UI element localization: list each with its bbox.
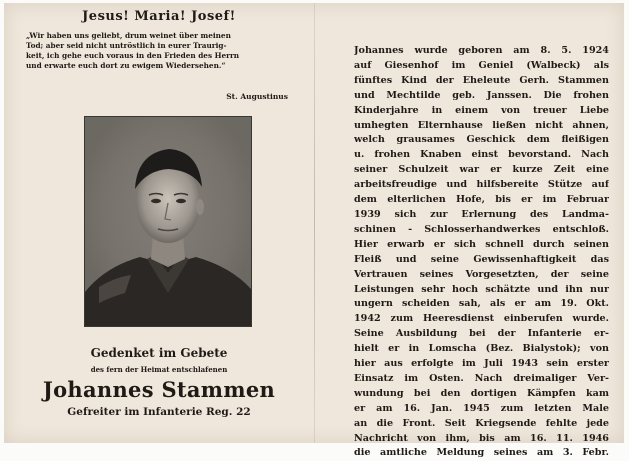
bio-line: Nachricht von ihm, bis am 16. 11. 1946 <box>354 432 609 444</box>
portrait-photo <box>84 116 252 327</box>
bio-line: auf Giesenhof im Geniel (Walbeck) als <box>354 59 609 71</box>
portrait-photo-icon <box>85 117 251 326</box>
biography-text <box>354 44 609 461</box>
bio-line: u. frohen Knaben einst bevorstand. Nach <box>354 149 609 161</box>
bio-line: umhegten Elternhause ließen nicht ahnen, <box>354 119 609 131</box>
military-rank: Gefreiter im Infanterie Reg. 22 <box>67 406 251 418</box>
bio-line: 1939 sich zur Erlernung des Landma- <box>354 208 609 220</box>
bio-line: Johannes wurde geboren am 8. 5. 1924 <box>354 45 609 56</box>
quote-line: Tod; aber seid nicht untröstlich in eurer Traurig- <box>26 41 227 50</box>
bio-line: arbeitsfreudige und hilfsbereite Stütze auf <box>354 179 609 191</box>
bio-line: seiner Schulzeit war er kurze Zeit eine <box>354 164 609 176</box>
bio-line: Hier erwarb er sich schnell durch seinen <box>354 238 609 250</box>
bio-line: wundung bei den dortigen Kämpfen kam <box>354 387 609 399</box>
bio-line: Vertrauen seines Vorgesetzten, der seine <box>354 268 609 280</box>
bio-line: Seine Ausbildung bei der Infanterie er- <box>354 328 609 340</box>
bio-line: Kinderjahre in einem von treuer Liebe <box>354 104 609 116</box>
bio-line: an die Front. Seit Kriegsende fehlte jede <box>354 417 609 429</box>
right-panel <box>320 3 620 459</box>
bio-line: hielt er in Lomscha (Bez. Bialystok); von <box>354 343 609 355</box>
home-line: des fern der Heimat entschlafenen <box>90 365 228 374</box>
bio-line: und Mechtilde geb. Janssen. Die frohen <box>354 89 609 101</box>
card-fold <box>314 3 315 443</box>
quote-author: St. Augustinus <box>226 92 288 101</box>
bio-line: dem elterlichen Hofe, bis er im Februar <box>354 194 609 206</box>
deceased-name: Johannes Stammen <box>42 377 276 402</box>
bio-line: Leistungen sehr hoch schätzte und ihn nur <box>354 283 609 295</box>
bio-line: Fleiß und seine Gewissenhaftigkeit das <box>354 253 609 265</box>
quote-line: und erwarte euch dort zu ewigem Wiedersehen.“ <box>26 61 226 70</box>
bio-line: fünftes Kind der Eheleute Gerh. Stammen <box>354 74 609 86</box>
bio-line: er am 16. Jan. 1945 zum letzten Male <box>354 402 609 414</box>
bio-line: welch grausames Geschick dem fleißigen <box>354 134 609 146</box>
bio-line: Einsatz im Osten. Nach dreimaliger Ver- <box>354 372 609 384</box>
bio-line: ungern scheiden sah, als er am 19. Okt. <box>354 298 609 310</box>
bio-line: hier aus erfolgte im Juli 1943 sein erster <box>354 358 609 370</box>
quote-line: „Wir haben uns geliebt, drum weinet über meinen <box>26 31 231 40</box>
quote-line: keit, ich gehe euch voraus in den Frieden des Herrn <box>26 51 240 60</box>
left-panel <box>4 3 314 443</box>
header-title: Jesus! Maria! Josef! <box>82 9 236 24</box>
bio-line: schinen - Schlosserhandwerkes entschloß. <box>354 223 609 235</box>
bio-line: 1942 zum Heeresdienst einberufen wurde. <box>354 313 609 325</box>
quote <box>26 31 294 71</box>
memorial-line: Gedenket im Gebete <box>90 346 228 360</box>
bio-line: die amtliche Meldung seines am 3. Febr. <box>354 447 609 459</box>
